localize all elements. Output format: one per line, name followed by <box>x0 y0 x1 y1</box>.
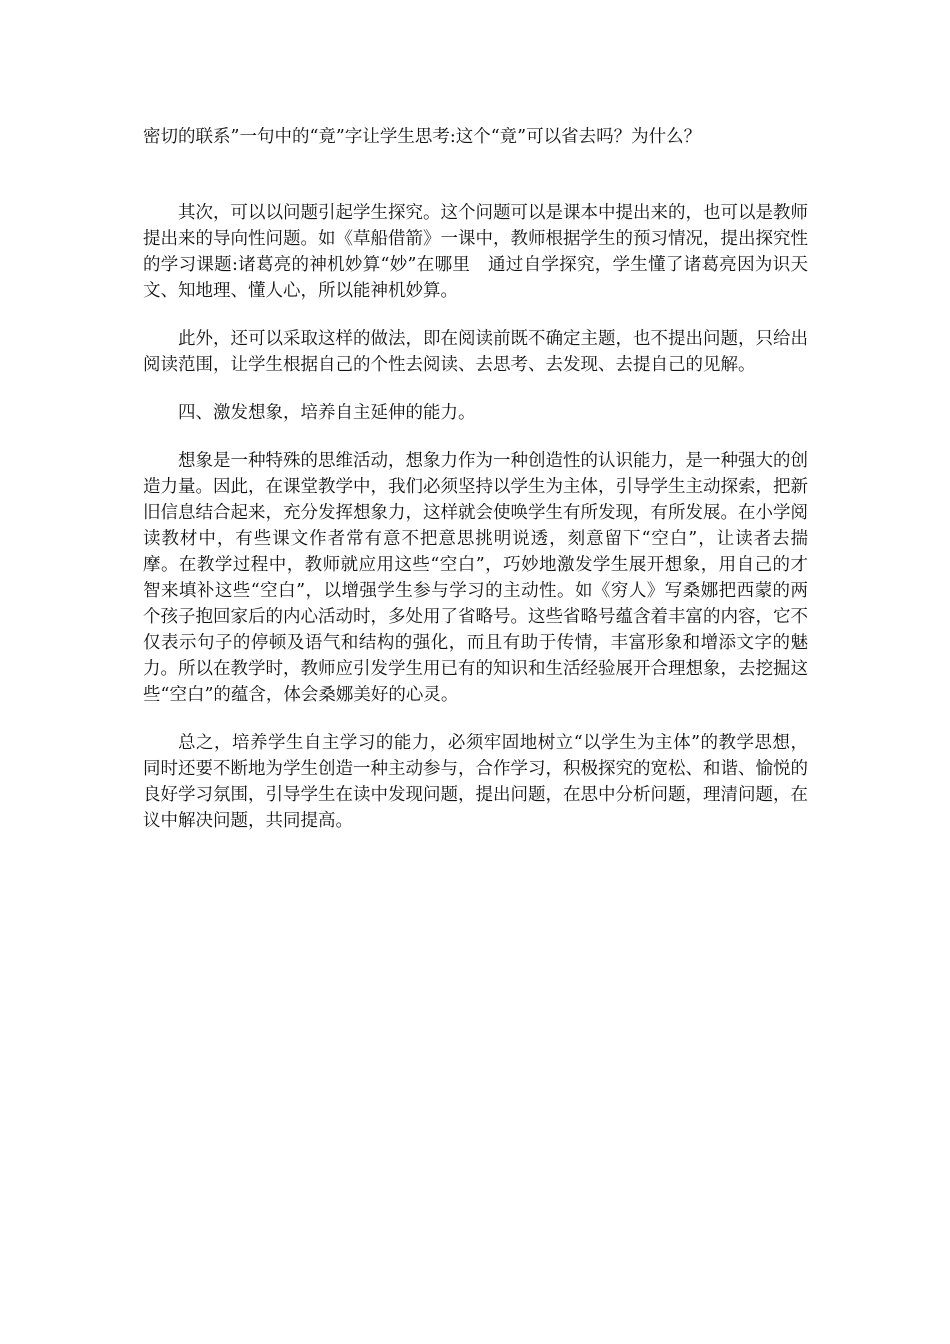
paragraph-conclusion: 总之，培养学生自主学习的能力，必须牢固地树立“以学生为主体”的教学思想，同时还要不断地为学生创造一种主动参与，合作学习，积极探究的宽松、和谐、愉悦的良好学习氛围，引导学生在读中发现问题，提出问题，在思中分析问题，理清问题，在议中解决问题，共同提高。 <box>143 733 808 831</box>
document-body <box>143 124 808 834</box>
paragraph-reading-scope: 此外，还可以采取这样的做法，即在阅读前既不确定主题，也不提出问题，只给出阅读范围，让学生根据自己的个性去阅读、去思考、去发现、去提自己的见解。 <box>143 329 808 375</box>
paragraph-imagination: 想象是一种特殊的思维活动，想象力作为一种创造性的认识能力，是一种强大的创造力量。因此，在课堂教学中，我们必须坚持以学生为主体，引导学生主动探索，把新旧信息结合起来，充分发挥想象力，这样就会使唤学生有所发现，有所发展。在小学阅读教材中，有些课文作者常有意不把意思挑明说透，刻意留下“空白”，让读者去揣摩。在教学过程中，教师就应用这些“空白”，巧妙地激发学生展开想象，用自己的才智来填补这些“空白”，以增强学生参与学习的主动性。如《穷人》写桑娜把西蒙的两个孩子抱回家后的内心活动时，多处用了省略号。这些省略号蕴含着丰富的内容，它不仅表示句子的停顿及语气和结构的强化，而且有助于传情，丰富形象和增添文字的魅力。所以在教学时，教师应引发学生用已有的知识和生活经验展开合理想象，去挖掘这些“空白”的蕴含，体会桑娜美好的心灵。 <box>143 451 808 705</box>
paragraph-continuation: 密切的联系”一句中的“竟”字让学生思考:这个“竟”可以省去吗？为什么？ <box>143 127 702 147</box>
paragraph-inquiry: 其次，可以以问题引起学生探究。这个问题可以是课本中提出来的，也可以是教师提出来的导向性问题。如《草船借箭》一课中，教师根据学生的预习情况，提出探究性的学习课题:诸葛亮的神机妙算“妙”在哪里 通过自学探究，学生懂了诸葛亮因为识天文、知地理、懂人心，所以能神机妙算。 <box>143 203 808 301</box>
section-heading-imagination: 四、激发想象，培养自主延伸的能力。 <box>178 403 476 423</box>
